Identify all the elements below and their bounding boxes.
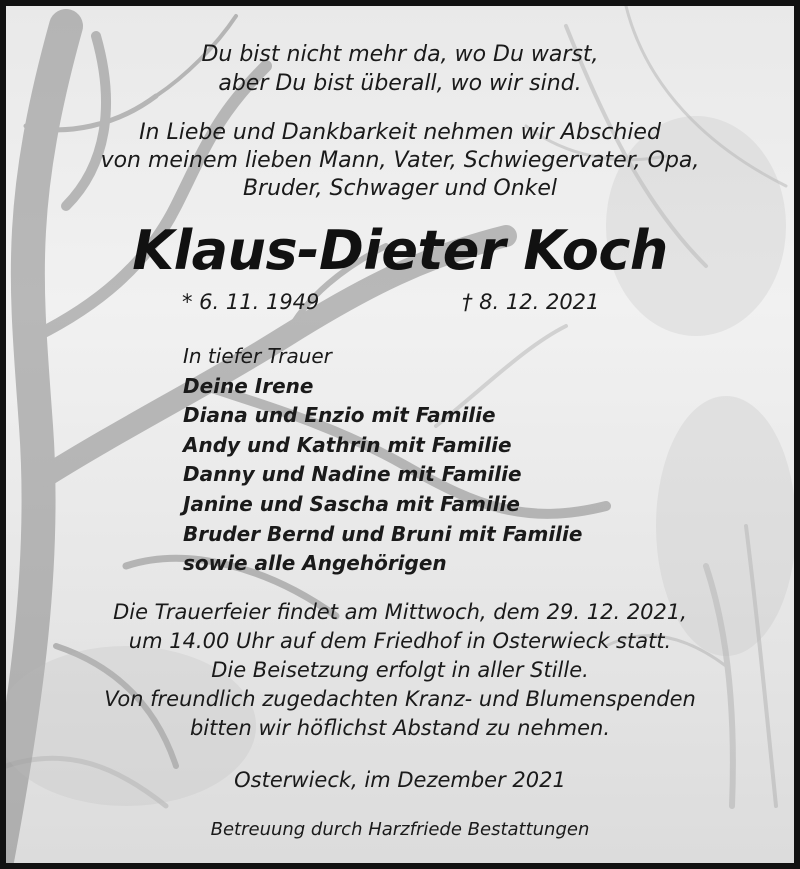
mourner-name: Andy und Kathrin mit Familie bbox=[183, 432, 512, 457]
mourner-name: Danny und Nadine mit Familie bbox=[183, 462, 522, 487]
service-line: um 14.00 Uhr auf dem Friedhof in Osterwieck statt. bbox=[128, 629, 672, 653]
service-line: Die Beisetzung erfolgt in aller Stille. bbox=[211, 658, 589, 682]
funeral-service-info bbox=[6, 598, 794, 743]
deceased-name: Klaus-Dieter Koch bbox=[132, 219, 668, 282]
service-line: bitten wir höflichst Abstand zu nehmen. bbox=[189, 716, 611, 740]
birth-date: * 6. 11. 1949 bbox=[182, 290, 320, 314]
intro-line: Bruder, Schwager und Onkel bbox=[242, 176, 558, 201]
mourner-name: Janine und Sascha mit Familie bbox=[183, 491, 520, 516]
service-line: Die Trauerfeier findet am Mittwoch, dem 29. 12. 2021, bbox=[113, 600, 687, 624]
intro-line: von meinem lieben Mann, Vater, Schwiegervater, Opa, bbox=[100, 148, 700, 173]
mourner-name: Bruder Bernd und Bruni mit Familie bbox=[183, 521, 583, 546]
death-date: † 8. 12. 2021 bbox=[462, 290, 600, 314]
farewell-intro bbox=[6, 119, 794, 203]
verse-line: aber Du bist überall, wo wir sind. bbox=[218, 71, 582, 96]
mourner-name: Diana und Enzio mit Familie bbox=[183, 403, 496, 428]
verse bbox=[6, 40, 794, 98]
mourner-name: Deine Irene bbox=[183, 373, 314, 398]
mourner-name: sowie alle Angehörigen bbox=[183, 551, 447, 576]
undertaker-credit: Betreuung durch Harzfriede Bestattungen bbox=[210, 819, 590, 840]
mourners-list bbox=[183, 342, 582, 579]
verse-line: Du bist nicht mehr da, wo Du warst, bbox=[201, 42, 599, 67]
place-and-date: Osterwieck, im Dezember 2021 bbox=[234, 768, 566, 792]
intro-line: In Liebe und Dankbarkeit nehmen wir Abschied bbox=[139, 120, 661, 145]
mourning-lead: In tiefer Trauer bbox=[183, 344, 332, 368]
service-line: Von freundlich zugedachten Kranz- und Blumenspenden bbox=[104, 687, 696, 711]
